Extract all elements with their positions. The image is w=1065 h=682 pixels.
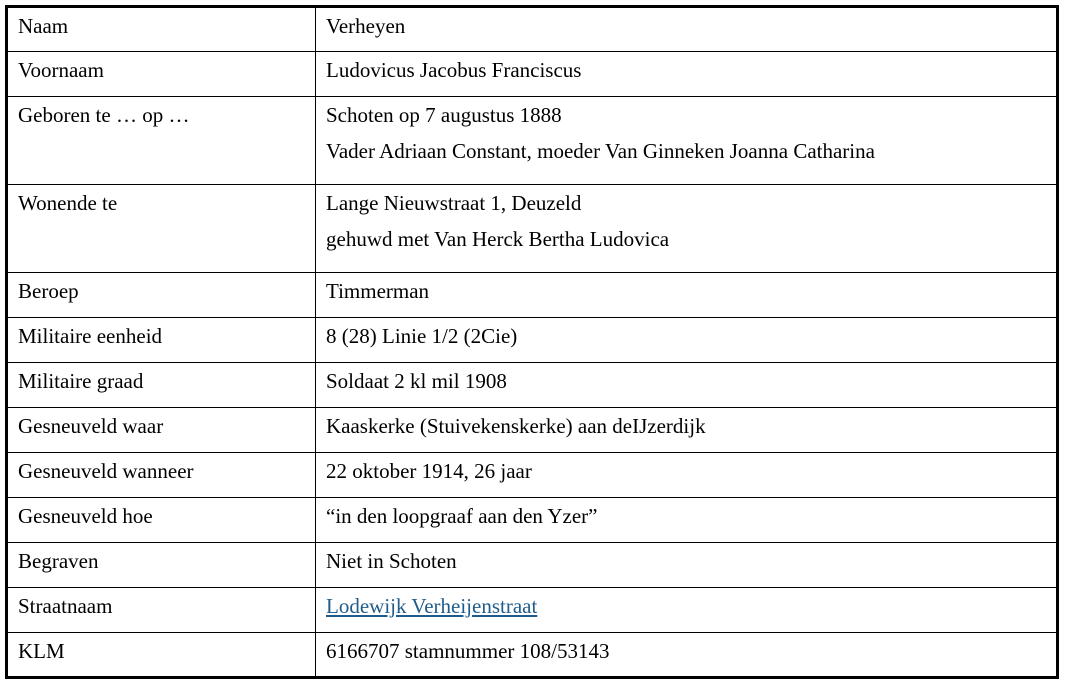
row-label bbox=[7, 52, 316, 97]
row-label bbox=[7, 543, 316, 588]
row-begraven bbox=[7, 543, 1058, 588]
row-value bbox=[316, 543, 1058, 588]
row-value bbox=[316, 363, 1058, 408]
row-geboren bbox=[7, 97, 1058, 185]
row-label bbox=[7, 318, 316, 363]
row-label bbox=[7, 273, 316, 318]
value-text: Timmerman bbox=[326, 279, 430, 303]
value-text: Vader Adriaan Constant, moeder Van Ginneken Joanna Catharina bbox=[326, 139, 875, 163]
value-text: Ludovicus Jacobus Franciscus bbox=[326, 58, 582, 82]
row-value bbox=[316, 185, 1058, 273]
row-voornaam bbox=[7, 52, 1058, 97]
row-value bbox=[316, 498, 1058, 543]
value-text: 8 (28) Linie 1/2 (2Cie) bbox=[326, 324, 518, 348]
label-text: Militaire graad bbox=[18, 369, 144, 393]
label-text: Beroep bbox=[18, 279, 79, 303]
row-value bbox=[316, 7, 1058, 52]
label-text: Straatnaam bbox=[18, 594, 113, 618]
record-table bbox=[5, 5, 1059, 679]
row-beroep bbox=[7, 273, 1058, 318]
value-text: Lange Nieuwstraat 1, Deuzeld bbox=[326, 191, 582, 215]
row-label bbox=[7, 498, 316, 543]
value-text: Schoten op 7 augustus 1888 bbox=[326, 103, 562, 127]
label-text: Naam bbox=[18, 14, 69, 38]
street-name-link[interactable]: Lodewijk Verheijenstraat bbox=[326, 594, 538, 618]
row-label bbox=[7, 588, 316, 633]
label-text: Geboren te … op … bbox=[18, 103, 190, 127]
row-label bbox=[7, 453, 316, 498]
row-label bbox=[7, 633, 316, 678]
row-label bbox=[7, 408, 316, 453]
row-militaire-eenheid bbox=[7, 318, 1058, 363]
row-value bbox=[316, 318, 1058, 363]
value-text: 6166707 stamnummer 108/53143 bbox=[326, 639, 610, 663]
row-straatnaam bbox=[7, 588, 1058, 633]
row-label bbox=[7, 7, 316, 52]
row-value bbox=[316, 588, 1058, 633]
label-text: Begraven bbox=[18, 549, 99, 573]
row-gesneuveld-wanneer bbox=[7, 453, 1058, 498]
value-text: 22 oktober 1914, 26 jaar bbox=[326, 459, 532, 483]
label-text: Gesneuveld wanneer bbox=[18, 459, 194, 483]
row-wonende bbox=[7, 185, 1058, 273]
row-value bbox=[316, 273, 1058, 318]
label-text: Wonende te bbox=[18, 191, 118, 215]
row-value bbox=[316, 52, 1058, 97]
row-value bbox=[316, 408, 1058, 453]
row-label bbox=[7, 185, 316, 273]
row-naam bbox=[7, 7, 1058, 52]
value-text: gehuwd met Van Herck Bertha Ludovica bbox=[326, 227, 670, 251]
row-value bbox=[316, 453, 1058, 498]
value-text: Verheyen bbox=[326, 14, 406, 38]
label-text: Gesneuveld hoe bbox=[18, 504, 153, 528]
label-text: Militaire eenheid bbox=[18, 324, 163, 348]
row-label bbox=[7, 363, 316, 408]
row-value bbox=[316, 97, 1058, 185]
row-label bbox=[7, 97, 316, 185]
row-gesneuveld-hoe bbox=[7, 498, 1058, 543]
value-text: Niet in Schoten bbox=[326, 549, 457, 573]
row-value bbox=[316, 633, 1058, 678]
row-gesneuveld-waar bbox=[7, 408, 1058, 453]
value-text: Soldaat 2 kl mil 1908 bbox=[326, 369, 507, 393]
row-militaire-graad bbox=[7, 363, 1058, 408]
row-klm bbox=[7, 633, 1058, 678]
value-text: Kaaskerke (Stuivekenskerke) aan deIJzerdijk bbox=[326, 414, 706, 438]
label-text: Gesneuveld waar bbox=[18, 414, 164, 438]
label-text: KLM bbox=[18, 639, 65, 663]
value-text: “in den loopgraaf aan den Yzer” bbox=[326, 504, 598, 528]
label-text: Voornaam bbox=[18, 58, 104, 82]
